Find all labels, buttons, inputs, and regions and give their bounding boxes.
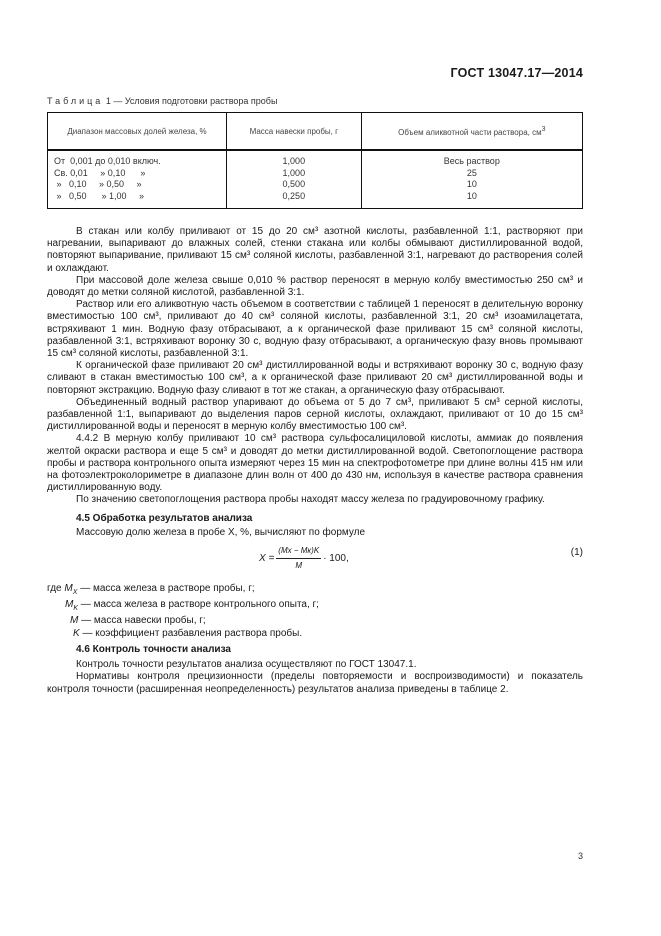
table-row <box>48 150 583 209</box>
formula-intro: Массовую долю железа в пробе X, %, вычисляют по формуле <box>76 526 366 538</box>
paragraph: Объединенный водный раствор упаривают до объема от 5 до 7 см³, приливают 5 см³ серной кислоты, разбавленной 1:1, выпаривают до выделения паров серной кислоты, охлаждают, приливают от 10 до 15 см³ дистиллированной воды и переносят в мерную колбу вместимостью 100 см³. <box>47 396 583 433</box>
section-heading-4-5: 4.5 Обработка результатов анализа <box>76 512 253 524</box>
volume-value: 10 <box>466 179 477 190</box>
section-heading-4-6: 4.6 Контроль точности анализа <box>76 643 231 655</box>
paragraph: Нормативы контроля прецизионности (пределы повторяемости и воспроизводимости) и показатель контроля точности (расширенная неопределенность) результатов анализа приведены в таблице 2. <box>47 671 583 695</box>
legend-item <box>47 599 583 615</box>
column-header-range: Диапазон массовых долей железа, % <box>48 113 227 151</box>
range-value: » 0,10 » 0,50 » <box>54 179 142 190</box>
legend-subscript: X <box>72 589 78 597</box>
paragraph: Раствор или его аликвотную часть объемом в соответствии с таблицей 1 переносят в делительную воронку вместимостью 100 см³, приливают до 40 см³ соляной кислоты, разбавленной 3:1, 20 см³ изоамилацетата, встряхивают 1 мин. Водную фазу отбрасывают, а к органической фазе приливают 15 см³ соляной кислоты, разбавленной 3:1, встряхивают воронку 30 с, водную фазу отбрасывают, а органическую фазу вновь промывают 15 см³ соляной кислоты, разбавленной 3:1. <box>47 299 583 360</box>
table-header-row <box>48 113 583 151</box>
range-value: Св. 0,01 » 0,10 » <box>54 167 146 178</box>
paragraph: По значению светопоглощения раствора пробы находят массу железа по градуировочному графику. <box>76 494 545 506</box>
mass-value: 0,500 <box>282 179 306 190</box>
formula-numerator: (Mx − Mк)K <box>276 545 321 559</box>
legend-text: — масса железа в растворе контрольного опыта, г; <box>80 599 319 611</box>
column-header-mass: Масса навески пробы, г <box>227 113 362 151</box>
formula-tail: · 100, <box>323 552 349 564</box>
formula-fraction <box>276 545 321 572</box>
paragraph: В стакан или колбу приливают от 15 до 20 см³ азотной кислоты, разбавленной 1:1, растворяют при нагревании, выпаривают до влажных солей, стенки стакана или колбы обмывают дистиллированной водой, повторяют выпаривание, приливают 15 см³ соляной кислоты, разбавленной 3:1, нагревают до растворения солей и охлаждают. <box>47 226 583 274</box>
volume-value: Весь раствор <box>443 156 500 166</box>
legend-item <box>47 628 583 640</box>
volume-value: 25 <box>466 167 477 178</box>
document-header: ГОСТ 13047.17—2014 <box>450 66 583 80</box>
legend-text: — коэффициент разбавления раствора пробы. <box>82 627 303 639</box>
paragraph-4-4-2: 4.4.2 В мерную колбу приливают 10 см³ раствора сульфосалициловой кислоты, аммиак до появления желтой окраски раствора и еще 5 см³ и доводят до метки дистиллированной водой. Светопоглощение раствора пробы и раствора контрольного опыта измеряют через 15 мин на спектрофотометре при длине волны 415 нм или на фотоэлектроколориметре в диапазоне длин волн от 400 до 430 нм, используя в качестве раствора сравнения дистиллированную воду. <box>47 433 583 494</box>
mass-value: 0,250 <box>282 190 306 201</box>
mass-cell <box>227 150 362 209</box>
legend-prefix: где <box>47 583 62 595</box>
legend-text: — масса железа в растворе пробы, г; <box>80 583 255 595</box>
paragraph: Контроль точности результатов анализа осуществляют по ГОСТ 13047.1. <box>76 659 417 671</box>
legend-symbol: M <box>64 583 73 595</box>
range-value: » 0,50 » 1,00 » <box>54 190 145 201</box>
volume-value: 10 <box>466 190 477 201</box>
page-number: 3 <box>578 851 584 861</box>
document-body <box>47 226 583 696</box>
mass-value: 1,000 <box>282 156 306 166</box>
formula-1 <box>47 539 583 583</box>
legend-symbol: M <box>65 599 74 611</box>
table-caption-label: Таблица <box>47 96 104 106</box>
mass-value: 1,000 <box>282 167 306 178</box>
column-header-volume <box>361 113 582 151</box>
legend-item <box>47 583 583 599</box>
table-caption-text: 1 — Условия подготовки раствора пробы <box>105 96 278 106</box>
range-value: От 0,001 до 0,010 включ. <box>54 156 161 166</box>
legend-symbol: K <box>73 627 80 639</box>
legend-subscript: K <box>73 605 79 613</box>
volume-cell <box>361 150 582 209</box>
legend-item <box>47 615 583 627</box>
legend-symbol: M <box>70 615 79 627</box>
formula-expression <box>259 545 349 572</box>
table-1 <box>47 112 583 209</box>
formula-denominator: M <box>295 561 303 571</box>
legend-text: — масса навески пробы, г; <box>81 615 206 627</box>
paragraph: К органической фазе приливают 20 см³ дистиллированной воды и встряхивают воронку 30 с, водную фазу сливают в стакан вместимостью 100 см³, а к органической фазе приливают 20 см³ дистиллированной воды и повторяют экстракцию. Водную фазу сливают в тот же стакан, а органическую фазу отбрасывают. <box>47 360 583 396</box>
formula-legend <box>47 583 583 640</box>
table-caption <box>47 96 277 106</box>
formula-number: (1) <box>570 547 583 559</box>
range-cell <box>48 150 227 209</box>
column-header-volume-text: Объем аликвотной части раствора, см <box>398 127 542 137</box>
superscript: 3 <box>541 125 546 133</box>
formula-lhs: X = <box>259 552 275 564</box>
paragraph: При массовой доле железа свыше 0,010 % раствор переносят в мерную колбу вместимостью 250 см³ и доводят до метки соляной кислотой, разбавленной 3:1. <box>47 274 583 299</box>
